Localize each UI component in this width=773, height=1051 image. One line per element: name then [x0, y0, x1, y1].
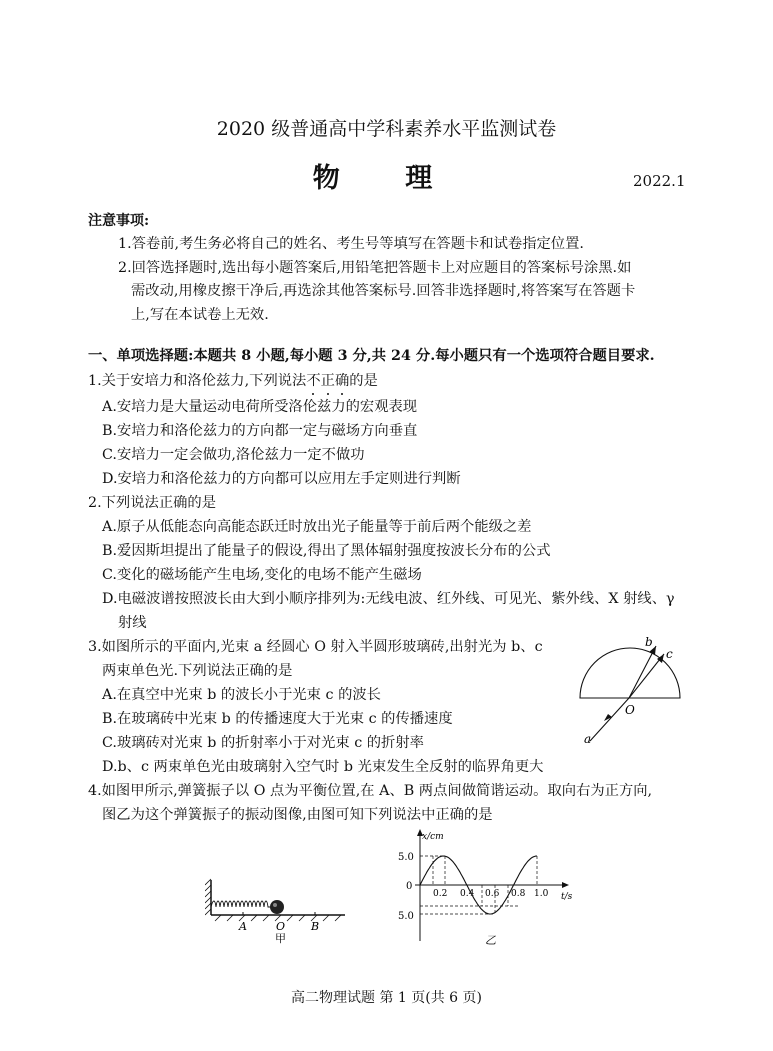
y-tick-zero: 0	[406, 881, 413, 892]
x-tick-0.4: 0.4	[460, 889, 475, 899]
ball	[270, 900, 284, 914]
label-b: b	[645, 635, 653, 649]
spring	[211, 901, 271, 907]
emphasis-char: 正	[321, 370, 335, 390]
question-3-stem: 3.如图所示的平面内,光束 a 经圆心 O 射入半圆形玻璃砖,出射光为 b、c	[88, 639, 543, 655]
q1-option-a: A.安培力是大量运动电荷所受洛伦兹力的宏观表现	[102, 399, 418, 415]
q1-option-b: B.安培力和洛伦兹力的方向都一定与磁场方向垂直	[102, 423, 418, 439]
q4-spring-figure	[205, 875, 355, 945]
label-b: B	[311, 920, 320, 933]
y-tick-neg: 5.0	[398, 911, 414, 922]
semicircle-glass	[580, 648, 680, 698]
stem-text: 的是	[349, 373, 378, 389]
q1-option-c: C.安培力一定会做功,洛伦兹力一定不做功	[102, 447, 365, 463]
y-tick-pos: 5.0	[398, 852, 414, 863]
label-a: a	[584, 732, 592, 746]
exam-title: 2020 级普通高中学科素养水平监测试卷	[216, 118, 557, 140]
label-o: O	[276, 920, 286, 933]
x-axis-label: t/s	[561, 892, 573, 902]
note-item-2: 2.回答选择题时,选出每小题答案后,用铅笔把答题卡上对应题目的答案标号涂黑.如	[118, 260, 632, 276]
exam-date: 2022.1	[633, 172, 686, 190]
q2-option-b: B.爱因斯坦提出了能量子的假设,得出了黑体辐射强度按波长分布的公式	[102, 543, 551, 559]
emphasis-char: 确	[335, 370, 349, 390]
ray-c	[629, 654, 664, 698]
question-1-stem	[88, 370, 378, 390]
note-item-1: 1.答卷前,考生务必将自己的姓名、考生号等填写在答题卡和试卷指定位置.	[118, 236, 584, 252]
note-item-2-cont2: 上,写在本试卷上无效.	[131, 307, 269, 323]
q3-option-c: C.玻璃砖对光束 b 的折射率小于对光束 c 的折射率	[102, 735, 424, 751]
q3-option-b: B.在玻璃砖中光束 b 的传播速度大于光束 c 的传播速度	[102, 711, 453, 727]
ray-a	[590, 698, 629, 741]
stem-text: 1.关于安培力和洛伦兹力,下列说法	[88, 373, 307, 389]
question-4-stem-cont: 图乙为这个弹簧振子的振动图像,由图可知下列说法中正确的是	[102, 807, 493, 823]
wall-hatch	[205, 879, 211, 915]
figure-caption-jia: 甲	[275, 932, 286, 945]
y-axis-label: x/cm	[422, 832, 444, 842]
x-tick-0.8: 0.8	[511, 889, 526, 899]
ball-highlight	[273, 903, 277, 907]
question-3-stem-cont: 两束单色光.下列说法正确的是	[102, 663, 293, 679]
notes-title: 注意事项:	[88, 213, 150, 229]
q2-option-d-cont: 射线	[118, 615, 147, 631]
arrow-a-icon	[604, 714, 612, 721]
q3-option-a: A.在真空中光束 b 的波长小于光束 c 的波长	[102, 687, 381, 703]
label-o: O	[625, 703, 635, 717]
ray-b	[629, 646, 656, 698]
label-c: c	[666, 647, 673, 661]
q1-option-d: D.安培力和洛伦兹力的方向都可以应用左手定则进行判断	[102, 471, 461, 487]
x-tick-1.0: 1.0	[534, 889, 549, 899]
q3-option-d: D.b、c 两束单色光由玻璃射入空气时 b 光束发生全反射的临界角更大	[102, 759, 544, 775]
x-axis-arrow-icon	[562, 882, 569, 888]
emphasis-char: 不	[306, 370, 320, 390]
q3-glass-figure	[565, 630, 695, 780]
subject-title: 物 理	[312, 163, 461, 194]
x-tick-0.2: 0.2	[433, 889, 448, 899]
q2-option-a: A.原子从低能态向高能态跃迁时放出光子能量等于前后两个能级之差	[102, 519, 532, 535]
page-footer: 高二物理试题 第 1 页(共 6 页)	[291, 990, 482, 1006]
x-tick-0.6: 0.6	[485, 889, 500, 899]
note-item-2-cont: 需改动,用橡皮擦干净后,再选涂其他答案标号.回答非选择题时,将答案写在答题卡	[131, 283, 636, 299]
q4-vibration-chart	[385, 826, 590, 951]
label-a: A	[239, 920, 247, 933]
q2-option-d: D.电磁波谱按照波长由大到小顺序排列为:无线电波、红外线、可见光、紫外线、X 射线、γ	[102, 591, 675, 607]
question-4-stem: 4.如图甲所示,弹簧振子以 O 点为平衡位置,在 A、B 两点间做简谐运动。取向右为正方向,	[88, 783, 653, 799]
question-2-stem: 2.下列说法正确的是	[88, 495, 217, 511]
q2-option-c: C.变化的磁场能产生电场,变化的电场不能产生磁场	[102, 567, 422, 583]
figure-caption-yi: 乙	[485, 934, 496, 947]
section-heading: 一、单项选择题:本题共 8 小题,每小题 3 分,共 24 分.每小题只有一个选项符合题目要求.	[88, 348, 655, 364]
